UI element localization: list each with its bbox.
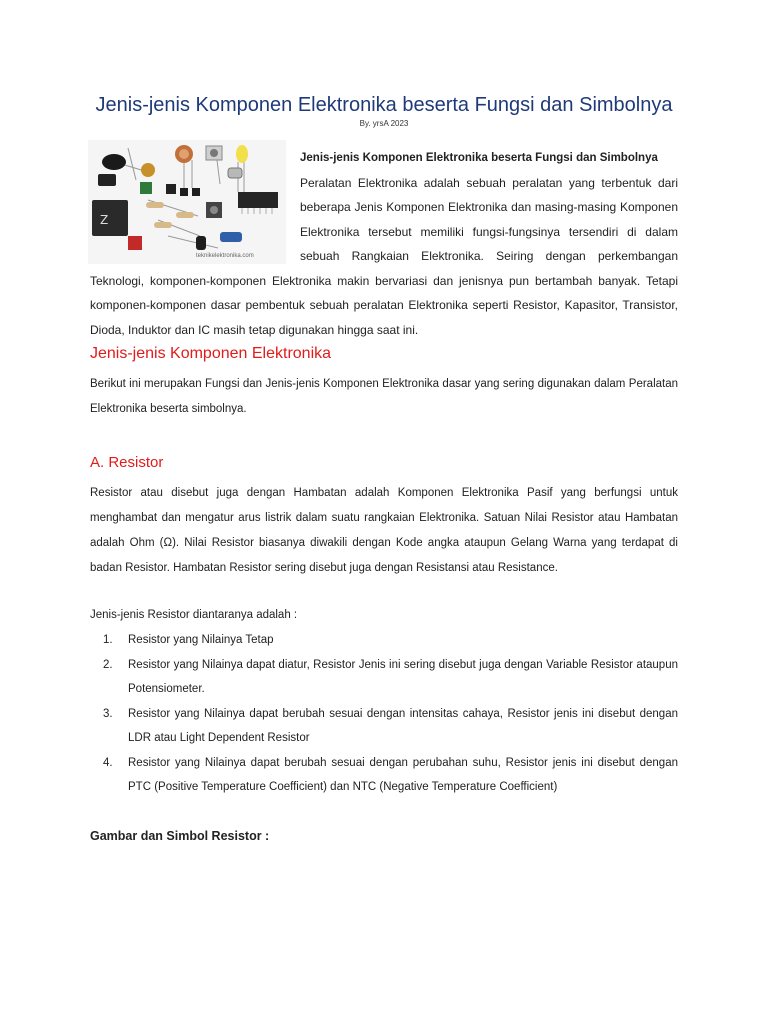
intro-paragraph [90, 146, 678, 342]
resistor-types-list [90, 628, 678, 800]
list-item [90, 751, 678, 800]
types-intro: Jenis-jenis Resistor diantaranya adalah : [90, 609, 298, 621]
section-paragraph: Berikut ini merupakan Fungsi dan Jenis-jenis Komponen Elektronika dasar yang sering digunakan dalam Peralatan Elektronika beserta simbolnya. [90, 378, 678, 415]
svg-text:Z: Z [100, 213, 109, 227]
list-number: 2. [103, 658, 113, 671]
resistor-heading: A. Resistor [90, 454, 164, 471]
list-text: Resistor yang Nilainya dapat berubah sesuai dengan intensitas cahaya, Resistor jenis ini disebut dengan LDR atau Light Dependent Resistor [128, 707, 678, 744]
list-text: Resistor yang Nilainya dapat berubah sesuai dengan perubahan suhu, Resistor jenis ini disebut dengan PTC (Positive Temperature Coefficient) dan NTC (Negative Temperature Coefficient) [128, 756, 678, 793]
list-item [90, 653, 678, 702]
document-title: Jenis-jenis Komponen Elektronika beserta Fungsi dan Simbolnya [95, 94, 673, 116]
byline: By. yrsA 2023 [359, 119, 409, 128]
image-float-space [90, 146, 300, 268]
list-number: 4. [103, 756, 113, 769]
symbol-heading: Gambar dan Simbol Resistor : [90, 829, 270, 843]
list-number: 3. [103, 707, 113, 720]
intro-text: Peralatan Elektronika adalah sebuah peralatan yang terbentuk dari beberapa Jenis Komponen Elektronika dan masing-masing Komponen Elektronika tersebut memiliki fungsi-fungsinya tersendiri di dalam sebuah Rangkaian Elektronika. Seiring dengan perkembangan Teknologi, komponen-komponen Elektronika makin bervariasi dan jenisnya pun bertambah banyak. Tetapi komponen-komponen dasar pembentuk sebuah peralatan Elektronika seperti Resistor, Kapasitor, Transistor, Dioda, Induktor dan IC masih tetap digunakan hingga saat ini. [90, 175, 678, 337]
list-item [90, 702, 678, 751]
list-text: Resistor yang Nilainya Tetap [128, 634, 274, 646]
intro-title: Jenis-jenis Komponen Elektronika beserta Fungsi dan Simbolnya [300, 152, 658, 164]
resistor-paragraph: Resistor atau disebut juga dengan Hambatan adalah Komponen Elektronika Pasif yang berfungsi untuk menghambat dan mengatur arus listrik dalam suatu rangkaian Elektronika. Satuan Nilai Resistor atau Hambatan adalah Ohm (Ω). Nilai Resistor biasanya diwakili dengan Kode angka ataupun Gelang Warna yang terdapat di badan Resistor. Hambatan Resistor sering disebut juga dengan Resistansi atau Resistance. [90, 487, 678, 574]
list-number: 1. [103, 634, 113, 646]
section-heading: Jenis-jenis Komponen Elektronika [90, 345, 332, 362]
image-caption: teknikelektronika.com [196, 253, 254, 259]
list-item [90, 628, 678, 653]
list-text: Resistor yang Nilainya dapat diatur, Resistor Jenis ini sering disebut juga dengan Variable Resistor ataupun Potensiometer. [128, 658, 678, 695]
